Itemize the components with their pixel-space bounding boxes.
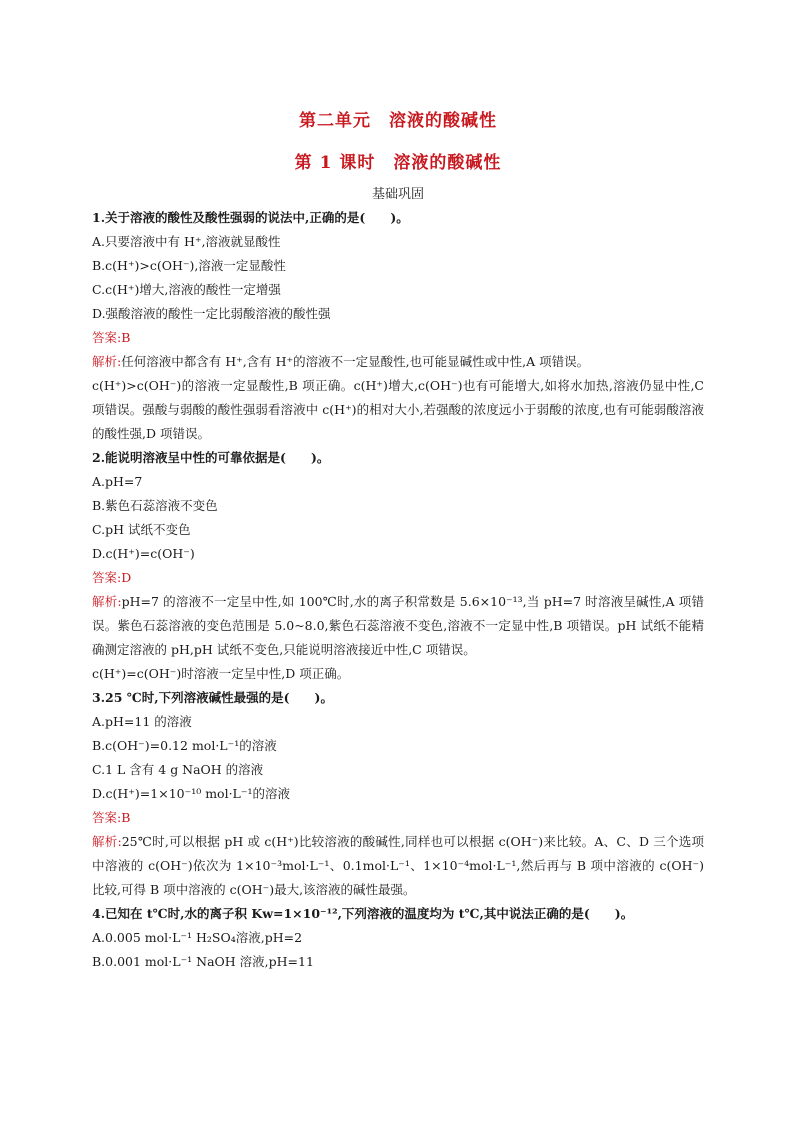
question-3 — [92, 686, 704, 902]
document-page — [92, 108, 704, 974]
analysis — [92, 590, 704, 662]
option-c: C.1 L 含有 4 g NaOH 的溶液 — [92, 762, 264, 777]
answer: 答案:D — [92, 570, 132, 585]
analysis-continued: c(H⁺)>c(OH⁻)的溶液一定显酸性,B 项正确。c(H⁺)增大,c(OH⁻)也有可能增大,如将水加热,溶液仍显中性,C 项错误。强酸与弱酸的酸性强弱看溶液中 c(H⁺)的相对大小,若强酸的浓度远小于弱酸的浓度,也有可能弱酸溶液的酸性强,D 项错误。 — [92, 378, 704, 441]
analysis-head: 解析: — [92, 354, 122, 369]
unit-title: 第二单元 溶液的酸碱性 — [299, 111, 497, 131]
option-a: A.0.005 mol·L⁻¹ H₂SO₄溶液,pH=2 — [92, 930, 303, 945]
question-1 — [92, 206, 704, 446]
option-d: D.c(H⁺)=c(OH⁻) — [92, 546, 195, 561]
option-a: A.pH=11 的溶液 — [92, 714, 192, 729]
question-stem: 1.关于溶液的酸性及酸性强弱的说法中,正确的是( )。 — [92, 210, 409, 225]
option-b: B.0.001 mol·L⁻¹ NaOH 溶液,pH=11 — [92, 954, 314, 969]
option-d: D.c(H⁺)=1×10⁻¹⁰ mol·L⁻¹的溶液 — [92, 786, 290, 801]
option-b: B.c(OH⁻)=0.12 mol·L⁻¹的溶液 — [92, 738, 277, 753]
analysis — [92, 350, 704, 374]
option-c: C.pH 试纸不变色 — [92, 522, 191, 537]
option-a: A.pH=7 — [92, 474, 143, 489]
question-stem: 3.25 ℃时,下列溶液碱性最强的是( )。 — [92, 690, 333, 705]
analysis-text: pH=7 的溶液不一定呈中性,如 100℃时,水的离子积常数是 5.6×10⁻¹³,当 pH=7 时溶液呈碱性,A 项错误。紫色石蕊溶液的变色范围是 5.0~8.0,紫色石蕊溶液不变色,溶液不一定显中性,B 项错误。pH 试纸不能精确测定溶液的 pH,pH 试纸不变色,只能说明溶液接近中性,C 项错误。 — [92, 594, 704, 657]
analysis-text: 任何溶液中都含有 H⁺,含有 H⁺的溶液不一定显酸性,也可能显碱性或中性,A 项错误。 — [121, 354, 590, 369]
question-stem: 2.能说明溶液呈中性的可靠依据是( )。 — [92, 450, 330, 465]
analysis-head: 解析: — [92, 594, 122, 609]
analysis — [92, 830, 704, 902]
lesson-title: 第 1 课时 溶液的酸碱性 — [294, 153, 502, 173]
option-a: A.只要溶液中有 H⁺,溶液就显酸性 — [92, 234, 281, 249]
analysis-text: 25℃时,可以根据 pH 或 c(H⁺)比较溶液的酸碱性,同样也可以根据 c(OH⁻)来比较。A、C、D 三个选项中溶液的 c(OH⁻)依次为 1×10⁻³mol·L⁻¹、0.1mol·L⁻¹、1×10⁻⁴mol·L⁻¹,然后再与 B 项中溶液的 c(OH⁻)比较,可得 B 项中溶液的 c(OH⁻)最大,该溶液的碱性最强。 — [92, 834, 704, 897]
analysis-continued: c(H⁺)=c(OH⁻)时溶液一定呈中性,D 项正确。 — [92, 666, 350, 681]
option-b: B.紫色石蕊溶液不变色 — [92, 498, 218, 513]
analysis-head: 解析: — [92, 834, 122, 849]
question-stem: 4.已知在 t℃时,水的离子积 Kw=1×10⁻¹²,下列溶液的温度均为 t℃,其中说法正确的是( )。 — [92, 906, 634, 921]
question-2 — [92, 446, 704, 686]
question-4 — [92, 902, 704, 974]
answer: 答案:B — [92, 810, 131, 825]
answer: 答案:B — [92, 330, 131, 345]
option-b: B.c(H⁺)>c(OH⁻),溶液一定显酸性 — [92, 258, 286, 273]
option-d: D.强酸溶液的酸性一定比弱酸溶液的酸性强 — [92, 306, 331, 321]
option-c: C.c(H⁺)增大,溶液的酸性一定增强 — [92, 282, 281, 297]
section-title: 基础巩固 — [371, 187, 424, 202]
